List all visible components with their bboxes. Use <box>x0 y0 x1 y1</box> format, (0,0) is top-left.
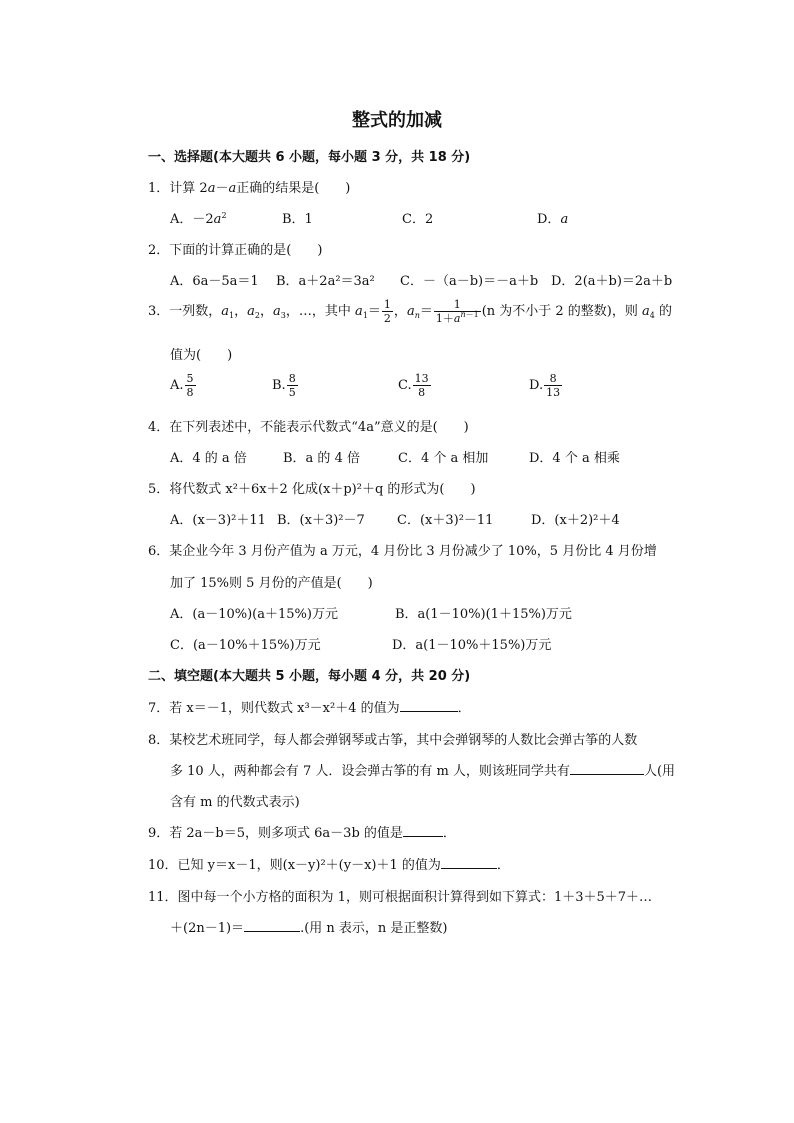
q4-option-d: D．4 个 a 相乘 <box>529 451 620 466</box>
q6-option-a: A．(a－10%)(a＋15%)万元 <box>170 607 338 622</box>
q1-option-a: A．$-2a^2$ <box>170 211 227 227</box>
question-1 <box>148 177 350 196</box>
q2-option-b: B．a＋2a²＝3a² <box>276 274 375 289</box>
q4-option-b: B．a 的 4 倍 <box>283 451 360 466</box>
q2-option-a: A．6a－5a＝1 <box>170 274 259 289</box>
q6-line-2: 加了 15%则 5 月份的产值是( ) <box>170 576 373 591</box>
q11-line-2: ＋(2n－1)＝ .(用 n 表示，n 是正整数) <box>170 921 448 936</box>
q1-number: 1．计算 <box>148 181 200 196</box>
q10-answer-blank <box>441 857 497 869</box>
page-title: 整式的加减 <box>352 110 442 131</box>
question-3: 3．一列数，$a_1$，$a_2$，$a_3$，…，其中 $a_1=$ $\frac{1}{2}$ ，$a_n=$ $\frac{1}{1+a^{n-1}}$ (n 为不小于 2 的整数)，则 $a_4$ 的 <box>148 298 673 325</box>
q5-option-c: C．(x＋3)²－11 <box>397 513 494 528</box>
section-heading-choice: 一、选择题(本大题共 6 小题，每小题 3 分，共 18 分) <box>148 150 471 165</box>
q1-option-d: D．a <box>537 212 569 227</box>
question-6: 6．某企业今年 3 月份产值为 a 万元，4 月份比 3 月份减少了 10%，5 月份比 4 月份增 <box>148 544 657 559</box>
q3-option-c: C. $\frac{13}{8}$ <box>398 372 429 399</box>
q1-expression: 2a－a <box>199 181 237 196</box>
fraction-one-half: $\frac{1}{2}$ <box>383 298 391 325</box>
q6-option-b: B．a(1－10%)(1＋15%)万元 <box>395 607 572 622</box>
question-5: 5．将代数式 x²＋6x＋2 化成(x＋p)²＋q 的形式为( ) <box>148 482 476 497</box>
q5-option-a: A．(x－3)²＋11 <box>170 513 266 528</box>
q2-option-c: C．－（a－b)＝－a＋b <box>400 274 539 289</box>
q7-answer-blank <box>400 700 458 712</box>
q3-line-2: 值为( ) <box>170 348 233 363</box>
q1-option-c: C．2 <box>402 212 434 227</box>
q1-tail: 正确的结果是( ) <box>236 181 351 196</box>
question-7: 7．若 x＝－1，则代数式 x³－x²＋4 的值为 ． <box>148 701 471 716</box>
section-heading-fill: 二、填空题(本大题共 5 小题，每小题 4 分，共 20 分) <box>148 669 471 684</box>
question-10: 10．已知 y＝x－1，则(x－y)²＋(y－x)＋1 的值为 ． <box>148 858 510 873</box>
q3-option-b: B. $\frac{8}{5}$ <box>272 372 296 399</box>
question-2: 2．下面的计算正确的是( ) <box>148 243 323 258</box>
q9-answer-blank <box>403 825 443 837</box>
q8-line-3: 含有 m 的代数式表示) <box>170 795 300 810</box>
q11-answer-blank <box>244 920 300 932</box>
question-4: 4．在下列表述中，不能表示代数式“4a”意义的是( ) <box>148 420 469 435</box>
q4-option-a: A．4 的 a 倍 <box>170 451 247 466</box>
q5-option-b: B．(x＋3)²－7 <box>277 513 365 528</box>
q4-option-c: C．4 个 a 相加 <box>398 451 489 466</box>
question-8: 8．某校艺术班同学，每人都会弹钢琴或古筝，其中会弹钢琴的人数比会弹古筝的人数 <box>148 733 638 748</box>
fraction-recursive: $\frac{1}{1+a^{n-1}}$ <box>435 298 479 325</box>
question-9: 9．若 2a－b＝5，则多项式 6a－3b 的值是 ． <box>148 826 456 841</box>
q6-option-d: D．a(1－10%＋15%)万元 <box>392 638 552 653</box>
q8-line-2: 多 10 人，两种都会有 7 人．设会弹古筝的有 m 人，则该班同学共有 人(用 <box>170 764 676 779</box>
q1-option-b: B．1 <box>282 212 313 227</box>
q8-answer-blank <box>570 763 644 775</box>
question-11: 11．图中每一个小方格的面积为 1，则可根据面积计算得到如下算式：1＋3＋5＋7＋… <box>148 890 653 905</box>
q5-option-d: D．(x＋2)²＋4 <box>531 513 620 528</box>
q6-option-c: C．(a－10%＋15%)万元 <box>170 638 321 653</box>
q2-option-d: D．2(a＋b)＝2a＋b <box>551 274 673 289</box>
q3-option-a: A. $\frac{5}{8}$ <box>170 372 194 399</box>
q3-option-d: D. $\frac{8}{13}$ <box>529 372 561 399</box>
